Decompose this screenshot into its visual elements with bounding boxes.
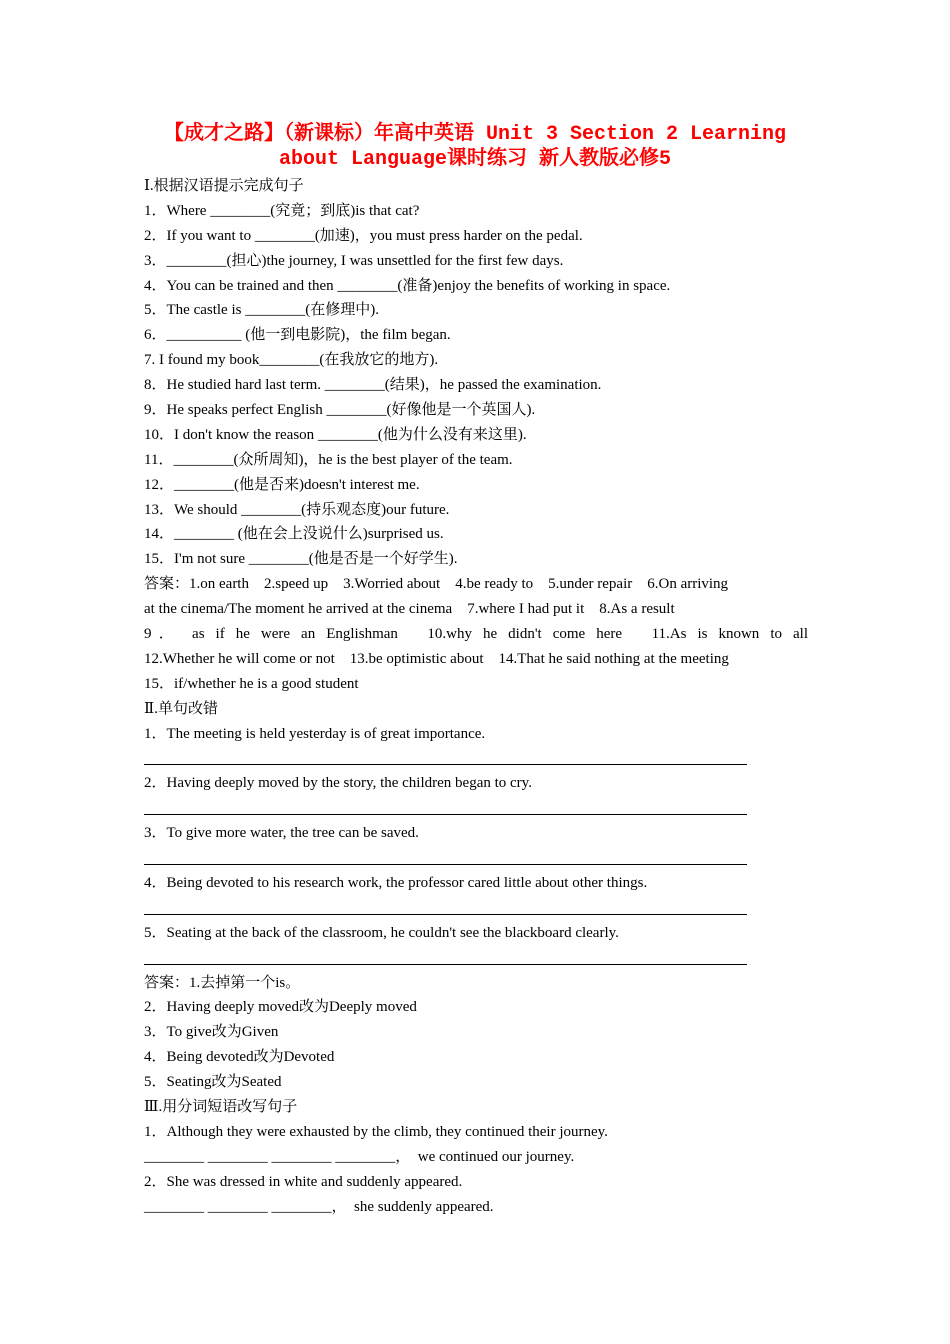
answer-blank-line [144, 896, 808, 921]
answer-line: 15．if/whether he is a good student [144, 675, 359, 692]
answer-line: 12.Whether he will come or not 13.be optimistic about 14.That he said nothing at the meeting [144, 650, 729, 667]
answer-blank-line [144, 746, 808, 771]
exercise-item: 1．Where ________(究竟；到底)is that cat? [144, 202, 420, 219]
exercise-item: 2．Having deeply moved by the story, the children began to cry. [144, 775, 532, 792]
exercise-item: 13．We should ________(持乐观态度)our future. [144, 501, 450, 518]
answer-blank-line [144, 846, 808, 871]
answer-line: at the cinema/The moment he arrived at the cinema 7.where I had put it 8.As a result [144, 601, 675, 618]
exercise-item: 1．The meeting is held yesterday is of great importance. [144, 725, 486, 742]
exercise-item: 7. I found my book________(在我放它的地方). [144, 352, 439, 369]
answer-blank-line [144, 946, 808, 971]
section-heading-1: Ⅰ.根据汉语提示完成句子 [144, 178, 304, 194]
exercise-blank-line: ________ ________ ________， she suddenly appeared. [144, 1198, 494, 1215]
exercise-item: 5．The castle is ________(在修理中). [144, 302, 379, 319]
answer-line: 5．Seating改为Seated [144, 1074, 282, 1091]
document-body [144, 174, 808, 1219]
answer-line: 3．To give改为Given [144, 1024, 279, 1041]
exercise-item: 3．To give more water, the tree can be saved. [144, 825, 419, 842]
answer-blank-line [144, 796, 808, 821]
section-heading-3: Ⅲ.用分词短语改写句子 [144, 1098, 298, 1115]
answer-line: 答案：1.去掉第一个is。 [144, 974, 301, 991]
exercise-item: 11．________(众所周知)，he is the best player of the team. [144, 451, 513, 468]
exercise-item: 12．________(他是否来)doesn't interest me. [144, 476, 420, 493]
section-heading-2: Ⅱ.单句改错 [144, 700, 218, 717]
exercise-item: 2．She was dressed in white and suddenly appeared. [144, 1173, 463, 1190]
exercise-blank-line: ________ ________ ________ ________， we continued our journey. [144, 1148, 575, 1165]
title-line-2: about Language课时练习 新人教版必修5 [278, 148, 672, 171]
exercise-item: 15．I'm not sure ________(他是否是一个好学生). [144, 551, 458, 568]
exercise-item: 4．You can be trained and then ________(准备)enjoy the benefits of working in space. [144, 277, 671, 294]
exercise-item: 4．Being devoted to his research work, the professor cared little about other things. [144, 874, 648, 891]
exercise-item: 9．He speaks perfect English ________(好像他是一个英国人). [144, 402, 536, 419]
answer-line: 2．Having deeply moved改为Deeply moved [144, 999, 417, 1016]
exercise-item: 6．__________ (他一到电影院)，the film began. [144, 327, 451, 344]
answer-line: 4．Being devoted改为Devoted [144, 1049, 335, 1066]
exercise-item: 2．If you want to ________(加速)，you must press harder on the pedal. [144, 227, 583, 244]
answer-line: 答案：1.on earth 2.speed up 3.Worried about 4.be ready to 5.under repair 6.On arriving [144, 576, 729, 593]
exercise-item: 8．He studied hard last term. ________(结果)，he passed the examination. [144, 377, 602, 394]
title-line-1: 【成才之路】（新课标）年高中英语 Unit 3 Section 2 Learning [163, 123, 787, 146]
exercise-item: 3．________(担心)the journey, I was unsettled for the first few days. [144, 252, 564, 269]
answer-line: 9． as if he were an Englishman 10.why he didn't come here 11.As is known to all [144, 626, 808, 643]
exercise-item: 14．________ (他在会上没说什么)surprised us. [144, 526, 444, 543]
exercise-item: 5．Seating at the back of the classroom, he couldn't see the blackboard clearly. [144, 924, 619, 941]
exercise-item: 10．I don't know the reason ________(他为什么没有来这里). [144, 426, 527, 443]
exercise-item: 1．Although they were exhausted by the climb, they continued their journey. [144, 1123, 608, 1140]
document-title [120, 122, 830, 172]
